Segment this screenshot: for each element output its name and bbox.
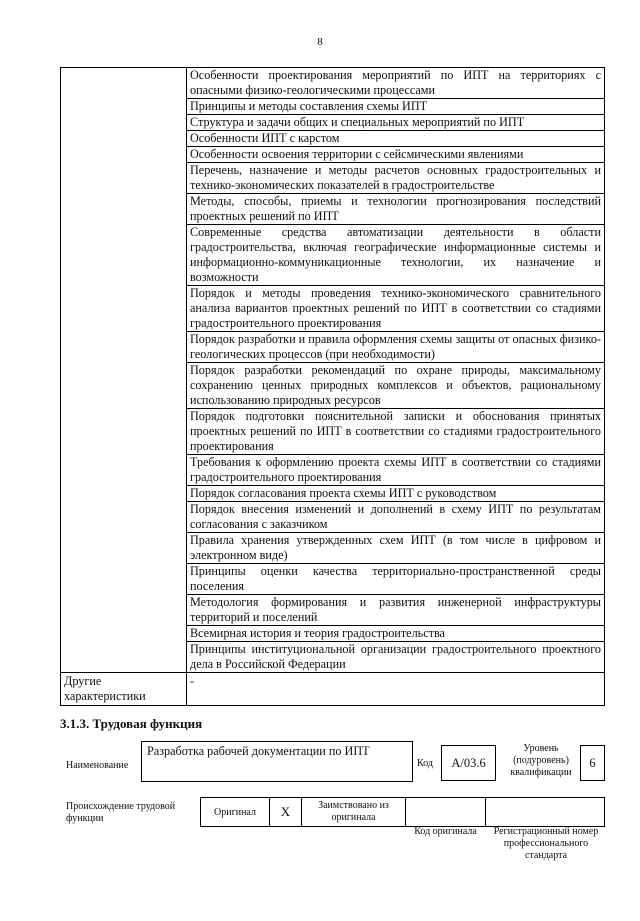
knowledge-item: Структура и задачи общих и специальных мероприятий по ИПТ xyxy=(187,115,605,131)
level-label: Уровень (подуровень) квалификации xyxy=(510,743,572,778)
registration-number-caption: Регистрационный номер профессионального стандарта xyxy=(493,826,599,861)
knowledge-item: Особенности ИПТ с карстом xyxy=(187,131,605,147)
code-label: Код xyxy=(417,758,433,769)
origin-strip xyxy=(200,797,605,827)
original-code-caption: Код оригинала xyxy=(414,826,477,837)
knowledge-item: Порядок разработки рекомендаций по охране природы, максимальному сохранению ценных природных комплексов и объектов, рациональному использованию природных ресурсов xyxy=(187,363,605,409)
knowledge-item: Требования к оформлению проекта схемы ИПТ в соответствии со стадиями градостроительного проектирования xyxy=(187,455,605,486)
knowledge-item: Порядок согласования проекта схемы ИПТ с руководством xyxy=(187,486,605,502)
section-title: 3.1.3. Трудовая функция xyxy=(60,716,203,731)
knowledge-item: Методология формирования и развития инженерной инфраструктуры территорий и поселений xyxy=(187,595,605,626)
function-code-field: A/03.6 xyxy=(441,745,496,781)
knowledge-label-cell xyxy=(61,68,187,673)
other-characteristics-label: Другие характеристики xyxy=(61,673,187,706)
knowledge-row xyxy=(61,68,605,99)
knowledge-item: Методы, способы, приемы и технологии прогнозирования последствий проектных решений по ИПТ xyxy=(187,194,605,225)
original-label: Оригинал xyxy=(200,797,270,827)
knowledge-item: Всемирная история и теория градостроительства xyxy=(187,626,605,642)
knowledge-item: Особенности проектирования мероприятий по ИПТ на территориях с опасными физико-геологическими процессами xyxy=(187,68,605,99)
knowledge-item: Перечень, назначение и методы расчетов основных градостроительных и технико-экономических показателей в градостроительстве xyxy=(187,163,605,194)
knowledge-item: Порядок внесения изменений и дополнений в схему ИПТ по результатам согласования с заказчиком xyxy=(187,502,605,533)
origin-label: Происхождение трудовой функции xyxy=(66,801,176,824)
knowledge-item: Порядок подготовки пояснительной записки и обоснования принятых проектных решений по ИПТ в соответствии со стадиями градостроительного проектирования xyxy=(187,409,605,455)
knowledge-item: Принципы оценки качества территориально-пространственной среды поселения xyxy=(187,564,605,595)
knowledge-item: Порядок и методы проведения технико-экономического сравнительного анализа вариантов проектных решений по ИПТ в соответствии со стадиями градостроительного проектирования xyxy=(187,286,605,332)
knowledge-item: Правила хранения утвержденных схем ИПТ (в том числе в цифровом и электронном виде) xyxy=(187,533,605,564)
registration-number-field xyxy=(485,797,605,827)
other-characteristics-row xyxy=(61,673,605,706)
page-number: 8 xyxy=(317,36,323,48)
function-name-field: Разработка рабочей документации по ИПТ xyxy=(141,741,413,782)
borrowed-label: Заимствовано из оригинала xyxy=(301,797,406,827)
original-code-field xyxy=(405,797,486,827)
knowledge-table xyxy=(60,67,605,706)
knowledge-item: Современные средства автоматизации деятельности в области градостроительства, включая географические информационные системы и информационно-коммуникационные технологии, их назначение и возможности xyxy=(187,225,605,286)
name-label: Наименование xyxy=(66,760,129,771)
knowledge-item: Особенности освоения территории с сейсмическими явлениями xyxy=(187,147,605,163)
qualification-level-field: 6 xyxy=(580,745,605,781)
original-mark: X xyxy=(269,797,302,827)
knowledge-item: Принципы институциональной организации градостроительного проектного дела в Российской Федерации xyxy=(187,642,605,673)
knowledge-item: Принципы и методы составления схемы ИПТ xyxy=(187,99,605,115)
other-characteristics-value: - xyxy=(187,673,605,706)
knowledge-item: Порядок разработки и правила оформления схемы защиты от опасных физико-геологических процессов (при необходимости) xyxy=(187,332,605,363)
